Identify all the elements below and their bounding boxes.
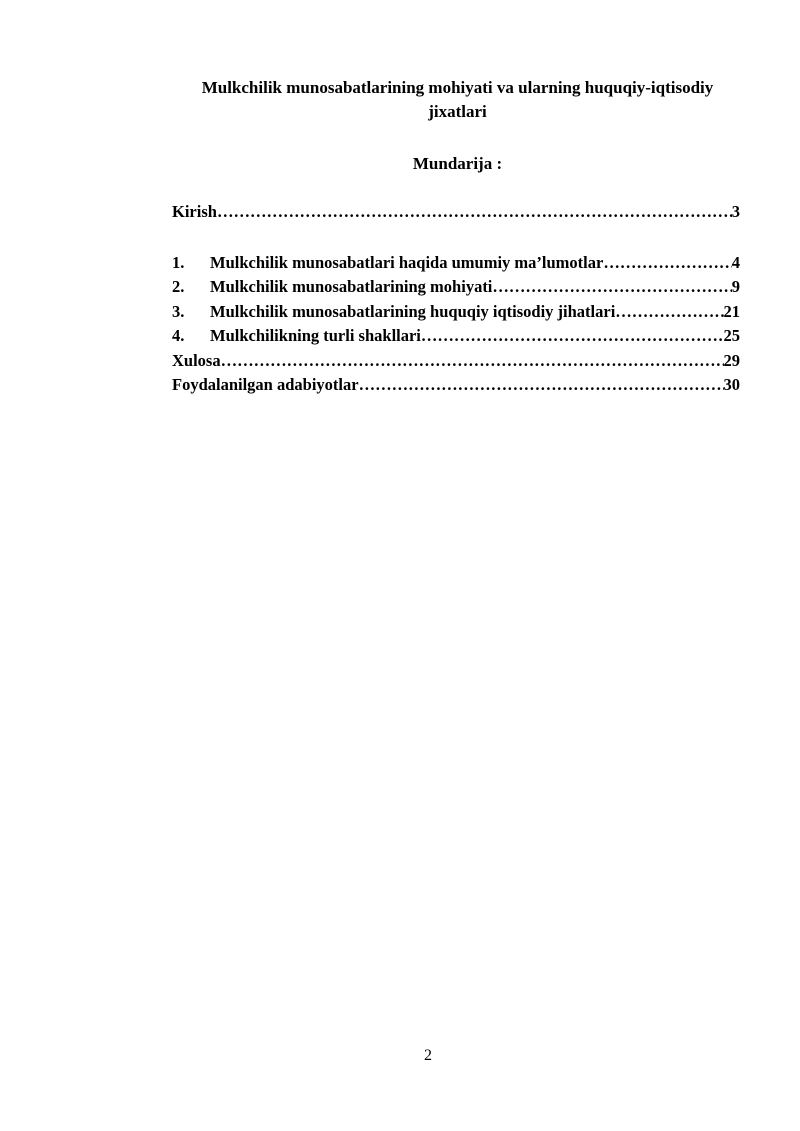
toc-entry-xulosa (172, 349, 740, 374)
toc-entry-label: Mulkchilik munosabatlarining huquqiy iqtisodiy jihatlari (210, 301, 616, 321)
toc-leader-dots (359, 373, 724, 398)
document-title-line-1: Mulkchilik munosabatlarining mohiyati va ularning huquqiy-iqtisodiy (201, 78, 714, 97)
toc-entry-number: 4. (172, 326, 185, 345)
toc-entry-page: 30 (723, 375, 740, 394)
toc-entry-2 (172, 275, 740, 300)
toc-entry-3 (172, 300, 740, 325)
toc-leader-dots (615, 300, 723, 325)
toc-heading: Mundarija : (412, 154, 503, 173)
document-title-line-2: jixatlari (428, 102, 487, 121)
document-title (170, 76, 745, 124)
toc-entry-page: 25 (723, 326, 740, 345)
toc-leader-dots (492, 275, 731, 300)
toc-entry-label: Kirish (172, 202, 217, 221)
toc-entry-1 (172, 251, 740, 276)
toc-entry-adabiyotlar (172, 373, 740, 398)
page-number: 2 (424, 1047, 432, 1064)
toc-entry-page: 4 (731, 252, 740, 272)
toc-entry-4 (172, 324, 740, 349)
toc-entry-label: Mulkchilik munosabatlari haqida umumiy ma’lumotlar (210, 252, 604, 272)
toc-entry-number: 2. (172, 277, 185, 296)
toc-entry-page: 29 (723, 350, 740, 370)
table-of-contents (172, 200, 740, 398)
toc-entry-label: Mulkchilikning turli shakllari (210, 326, 421, 345)
toc-entry-label: Mulkchilik munosabatlarining mohiyati (210, 277, 493, 296)
toc-entry-number: 3. (172, 301, 185, 321)
toc-entry-label: Xulosa (172, 350, 221, 370)
toc-entry-page: 3 (731, 202, 740, 221)
toc-leader-dots (217, 200, 732, 225)
toc-entry-number: 1. (172, 252, 185, 272)
toc-entry-kirish (172, 200, 740, 225)
toc-entry-page: 21 (723, 301, 740, 321)
toc-leader-dots (603, 251, 731, 276)
toc-leader-dots (421, 324, 724, 349)
toc-leader-dots (221, 349, 724, 374)
toc-entry-page: 9 (731, 277, 740, 296)
toc-entry-label: Foydalanilgan adabiyotlar (172, 375, 359, 394)
